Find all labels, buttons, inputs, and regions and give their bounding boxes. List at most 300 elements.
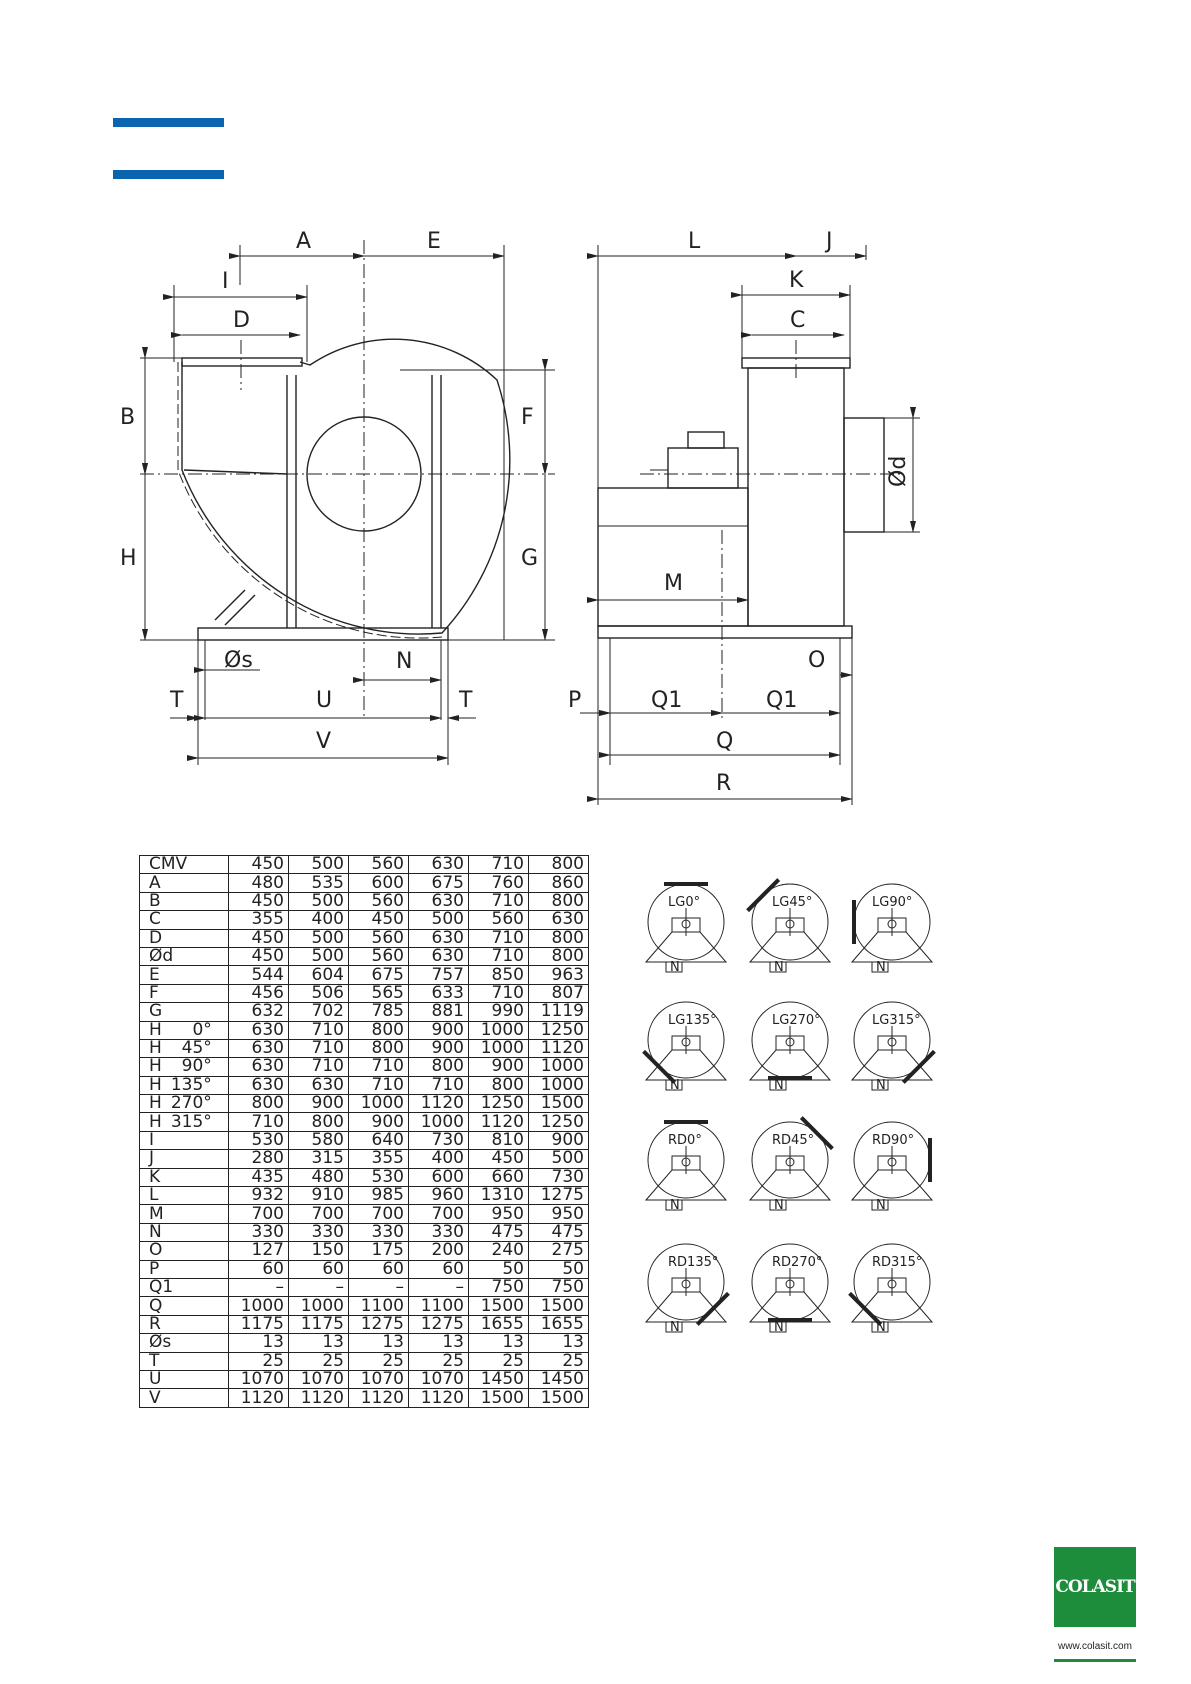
orientation-item bbox=[750, 1244, 830, 1335]
orientation-label: RD90° bbox=[872, 1133, 915, 1148]
row-label bbox=[140, 984, 229, 1002]
row-label-text: R bbox=[149, 1313, 161, 1334]
row-label bbox=[140, 1187, 229, 1205]
value-cell: 950 bbox=[529, 1205, 589, 1223]
row-label-text: H bbox=[149, 1038, 162, 1059]
row-label bbox=[140, 966, 229, 984]
value-cell: 630 bbox=[289, 1076, 349, 1094]
row-label bbox=[140, 1389, 229, 1407]
value-cell: 506 bbox=[289, 984, 349, 1002]
value-cell: 990 bbox=[469, 1003, 529, 1021]
header-cell-size: 800 bbox=[529, 856, 589, 874]
row-label bbox=[140, 1058, 229, 1076]
value-cell: 850 bbox=[469, 966, 529, 984]
value-cell: 25 bbox=[229, 1352, 289, 1370]
table-row bbox=[140, 1278, 589, 1296]
orientation-item bbox=[644, 1002, 726, 1093]
orientation-item bbox=[852, 1002, 934, 1093]
row-label bbox=[140, 911, 229, 929]
table-row bbox=[140, 1039, 589, 1057]
row-label-text: Q bbox=[149, 1295, 163, 1316]
value-cell: 710 bbox=[469, 929, 529, 947]
value-cell: 700 bbox=[349, 1205, 409, 1223]
value-cell: 60 bbox=[289, 1260, 349, 1278]
row-label-text: Ød bbox=[149, 946, 174, 967]
row-label bbox=[140, 1315, 229, 1333]
value-cell: – bbox=[349, 1278, 409, 1296]
value-cell: 1000 bbox=[529, 1058, 589, 1076]
dim-label-d: Ød bbox=[886, 455, 911, 487]
row-label-text: H bbox=[149, 1019, 162, 1040]
table-row bbox=[140, 874, 589, 892]
row-label-text: F bbox=[149, 982, 159, 1003]
row-label-angle: 135° bbox=[170, 1074, 212, 1095]
orientation-item bbox=[750, 1118, 832, 1213]
value-cell: – bbox=[289, 1278, 349, 1296]
dim-label-M: M bbox=[664, 571, 683, 596]
value-cell: 500 bbox=[289, 947, 349, 965]
value-cell: 1500 bbox=[529, 1389, 589, 1407]
value-cell: 1000 bbox=[529, 1076, 589, 1094]
dim-label-E: E bbox=[427, 229, 441, 254]
header-cell-size: 450 bbox=[229, 856, 289, 874]
brand-underline bbox=[1054, 1659, 1136, 1662]
orientation-label: RD315° bbox=[872, 1255, 923, 1270]
value-cell: 1120 bbox=[409, 1095, 469, 1113]
orientation-n-label: N bbox=[774, 1198, 784, 1213]
value-cell: 1310 bbox=[469, 1187, 529, 1205]
table-row bbox=[140, 1168, 589, 1186]
table-row bbox=[140, 1205, 589, 1223]
value-cell: 355 bbox=[349, 1150, 409, 1168]
value-cell: 1250 bbox=[529, 1113, 589, 1131]
value-cell: 1500 bbox=[529, 1095, 589, 1113]
value-cell: 580 bbox=[289, 1131, 349, 1149]
row-label-text: V bbox=[149, 1387, 161, 1408]
orientation-label: LG90° bbox=[872, 895, 913, 910]
value-cell: 1450 bbox=[469, 1370, 529, 1388]
value-cell: 807 bbox=[529, 984, 589, 1002]
value-cell: 710 bbox=[349, 1058, 409, 1076]
row-label-text: H bbox=[149, 1093, 162, 1114]
value-cell: 175 bbox=[349, 1242, 409, 1260]
row-label-text: H bbox=[149, 1056, 162, 1077]
value-cell: 200 bbox=[409, 1242, 469, 1260]
value-cell: 13 bbox=[229, 1334, 289, 1352]
row-label-text: I bbox=[149, 1130, 155, 1151]
row-label bbox=[140, 1150, 229, 1168]
dim-label-N: N bbox=[396, 649, 413, 674]
value-cell: 900 bbox=[409, 1021, 469, 1039]
value-cell: 275 bbox=[529, 1242, 589, 1260]
value-cell: 150 bbox=[289, 1242, 349, 1260]
value-cell: 560 bbox=[349, 892, 409, 910]
value-cell: 1655 bbox=[529, 1315, 589, 1333]
value-cell: 60 bbox=[349, 1260, 409, 1278]
front-view bbox=[120, 229, 555, 765]
value-cell: 480 bbox=[289, 1168, 349, 1186]
value-cell: 330 bbox=[289, 1223, 349, 1241]
value-cell: 700 bbox=[289, 1205, 349, 1223]
table-row bbox=[140, 1058, 589, 1076]
row-label bbox=[140, 1113, 229, 1131]
row-label-text: Q1 bbox=[149, 1277, 174, 1298]
value-cell: 530 bbox=[229, 1131, 289, 1149]
value-cell: 800 bbox=[349, 1039, 409, 1057]
value-cell: 860 bbox=[529, 874, 589, 892]
orientation-n-label: N bbox=[876, 960, 886, 975]
orientation-item bbox=[646, 1122, 726, 1213]
orientation-n-label: N bbox=[876, 1198, 886, 1213]
table-row bbox=[140, 1187, 589, 1205]
colasit-logo: COLASIT bbox=[1054, 1547, 1136, 1627]
value-cell: 560 bbox=[349, 929, 409, 947]
orientation-label: LG270° bbox=[772, 1013, 821, 1028]
value-cell: 1070 bbox=[289, 1370, 349, 1388]
value-cell: 632 bbox=[229, 1003, 289, 1021]
dim-label-F: F bbox=[521, 405, 534, 430]
value-cell: 1070 bbox=[349, 1370, 409, 1388]
value-cell: 13 bbox=[289, 1334, 349, 1352]
table-row bbox=[140, 1370, 589, 1388]
value-cell: 760 bbox=[469, 874, 529, 892]
table-row bbox=[140, 1260, 589, 1278]
orientation-label: LG45° bbox=[772, 895, 813, 910]
table-row bbox=[140, 1297, 589, 1315]
value-cell: 330 bbox=[409, 1223, 469, 1241]
value-cell: 1175 bbox=[289, 1315, 349, 1333]
value-cell: 475 bbox=[469, 1223, 529, 1241]
value-cell: 633 bbox=[409, 984, 469, 1002]
dim-label-U: U bbox=[316, 688, 333, 713]
value-cell: 13 bbox=[409, 1334, 469, 1352]
row-label-text: K bbox=[149, 1166, 161, 1187]
value-cell: 560 bbox=[349, 947, 409, 965]
value-cell: 13 bbox=[469, 1334, 529, 1352]
value-cell: 630 bbox=[529, 911, 589, 929]
value-cell: 750 bbox=[529, 1278, 589, 1296]
value-cell: 900 bbox=[289, 1095, 349, 1113]
value-cell: 330 bbox=[229, 1223, 289, 1241]
table-row bbox=[140, 1021, 589, 1039]
value-cell: 1100 bbox=[409, 1297, 469, 1315]
value-cell: 500 bbox=[289, 929, 349, 947]
row-label-text: Øs bbox=[149, 1332, 172, 1353]
value-cell: 400 bbox=[409, 1150, 469, 1168]
dim-label-O: O bbox=[808, 648, 826, 673]
value-cell: 435 bbox=[229, 1168, 289, 1186]
row-label-text: A bbox=[149, 872, 161, 893]
row-label-text: C bbox=[149, 909, 161, 930]
orientation-n-label: N bbox=[670, 960, 680, 975]
value-cell: 1500 bbox=[529, 1297, 589, 1315]
orientation-item bbox=[748, 880, 830, 975]
table-row bbox=[140, 1242, 589, 1260]
dim-label-C: C bbox=[790, 308, 806, 333]
value-cell: 881 bbox=[409, 1003, 469, 1021]
value-cell: 450 bbox=[229, 947, 289, 965]
value-cell: 710 bbox=[289, 1039, 349, 1057]
dim-label-I: I bbox=[222, 269, 229, 294]
value-cell: 500 bbox=[289, 892, 349, 910]
value-cell: 1000 bbox=[409, 1113, 469, 1131]
value-cell: 640 bbox=[349, 1131, 409, 1149]
value-cell: 1000 bbox=[469, 1021, 529, 1039]
row-label-text: O bbox=[149, 1240, 163, 1261]
row-label-text: H bbox=[149, 1111, 162, 1132]
orientation-item bbox=[646, 884, 726, 975]
value-cell: 910 bbox=[289, 1187, 349, 1205]
value-cell: 544 bbox=[229, 966, 289, 984]
row-label-angle: 270° bbox=[170, 1093, 212, 1114]
table-row bbox=[140, 1315, 589, 1333]
value-cell: 630 bbox=[229, 1039, 289, 1057]
value-cell: 500 bbox=[409, 911, 469, 929]
value-cell: – bbox=[229, 1278, 289, 1296]
value-cell: 950 bbox=[469, 1205, 529, 1223]
value-cell: 710 bbox=[289, 1021, 349, 1039]
orientation-item bbox=[750, 1002, 830, 1093]
orientation-label: LG0° bbox=[668, 895, 701, 910]
value-cell: 400 bbox=[289, 911, 349, 929]
row-label-angle: 90° bbox=[181, 1056, 212, 1077]
table-header-row bbox=[140, 856, 589, 874]
value-cell: 50 bbox=[529, 1260, 589, 1278]
orientation-n-label: N bbox=[774, 960, 784, 975]
table-row bbox=[140, 1334, 589, 1352]
value-cell: 710 bbox=[409, 1076, 469, 1094]
dim-label-R: R bbox=[716, 771, 732, 796]
value-cell: 750 bbox=[469, 1278, 529, 1296]
orientation-n-label: N bbox=[670, 1078, 680, 1093]
value-cell: 630 bbox=[229, 1058, 289, 1076]
table-row bbox=[140, 1003, 589, 1021]
row-label-angle: 315° bbox=[170, 1111, 212, 1132]
value-cell: 450 bbox=[229, 892, 289, 910]
value-cell: 1500 bbox=[469, 1389, 529, 1407]
value-cell: 1120 bbox=[289, 1389, 349, 1407]
value-cell: 1000 bbox=[229, 1297, 289, 1315]
value-cell: 1120 bbox=[409, 1389, 469, 1407]
row-label-text: J bbox=[149, 1148, 155, 1169]
orientation-label: RD0° bbox=[668, 1133, 702, 1148]
value-cell: 710 bbox=[469, 947, 529, 965]
value-cell: 1250 bbox=[469, 1095, 529, 1113]
orientation-item bbox=[852, 1122, 932, 1213]
table-row bbox=[140, 966, 589, 984]
value-cell: 1655 bbox=[469, 1315, 529, 1333]
row-label bbox=[140, 1205, 229, 1223]
dim-label-G: G bbox=[521, 546, 539, 571]
value-cell: 675 bbox=[409, 874, 469, 892]
value-cell: 1119 bbox=[529, 1003, 589, 1021]
row-label bbox=[140, 1370, 229, 1388]
table-row bbox=[140, 1076, 589, 1094]
dim-label-J: J bbox=[826, 229, 833, 254]
value-cell: 500 bbox=[529, 1150, 589, 1168]
value-cell: 1275 bbox=[529, 1187, 589, 1205]
row-label-text: G bbox=[149, 1001, 163, 1022]
row-label-text: E bbox=[149, 964, 160, 985]
website-link[interactable]: www.colasit.com bbox=[1058, 1641, 1132, 1652]
orientation-item bbox=[850, 1244, 932, 1335]
orientation-n-label: N bbox=[774, 1320, 784, 1335]
row-label bbox=[140, 1168, 229, 1186]
value-cell: 1120 bbox=[349, 1389, 409, 1407]
value-cell: 757 bbox=[409, 966, 469, 984]
header-cell-size: 500 bbox=[289, 856, 349, 874]
value-cell: 604 bbox=[289, 966, 349, 984]
value-cell: 700 bbox=[409, 1205, 469, 1223]
dim-label-D: D bbox=[233, 308, 250, 333]
orientation-label: LG135° bbox=[668, 1013, 717, 1028]
orientation-n-label: N bbox=[774, 1078, 784, 1093]
side-view bbox=[568, 229, 920, 805]
table-row bbox=[140, 1389, 589, 1407]
row-label bbox=[140, 1242, 229, 1260]
value-cell: 1000 bbox=[349, 1095, 409, 1113]
row-label-text: D bbox=[149, 927, 163, 948]
value-cell: 985 bbox=[349, 1187, 409, 1205]
row-label bbox=[140, 1352, 229, 1370]
value-cell: – bbox=[409, 1278, 469, 1296]
row-label-text: M bbox=[149, 1203, 164, 1224]
value-cell: 710 bbox=[469, 892, 529, 910]
header-cell-model: CMV bbox=[140, 856, 229, 874]
value-cell: 25 bbox=[349, 1352, 409, 1370]
row-label-text: L bbox=[149, 1185, 159, 1206]
value-cell: 1070 bbox=[409, 1370, 469, 1388]
value-cell: 25 bbox=[289, 1352, 349, 1370]
value-cell: 1250 bbox=[529, 1021, 589, 1039]
value-cell: 710 bbox=[469, 984, 529, 1002]
value-cell: 50 bbox=[469, 1260, 529, 1278]
row-label-text: T bbox=[149, 1350, 160, 1371]
value-cell: 456 bbox=[229, 984, 289, 1002]
table-row bbox=[140, 947, 589, 965]
row-label bbox=[140, 892, 229, 910]
row-label bbox=[140, 1076, 229, 1094]
orientation-label: LG315° bbox=[872, 1013, 921, 1028]
dim-label-Q1-left: Q1 bbox=[651, 688, 683, 713]
value-cell: 1175 bbox=[229, 1315, 289, 1333]
value-cell: 1120 bbox=[229, 1389, 289, 1407]
value-cell: 900 bbox=[529, 1131, 589, 1149]
value-cell: 280 bbox=[229, 1150, 289, 1168]
row-label bbox=[140, 1278, 229, 1296]
table-row bbox=[140, 1095, 589, 1113]
dim-label-T-left: T bbox=[170, 688, 184, 713]
value-cell: 660 bbox=[469, 1168, 529, 1186]
orientation-n-label: N bbox=[876, 1078, 886, 1093]
value-cell: 25 bbox=[529, 1352, 589, 1370]
dim-label-Q1-right: Q1 bbox=[766, 688, 798, 713]
row-label bbox=[140, 1223, 229, 1241]
value-cell: 600 bbox=[349, 874, 409, 892]
row-label bbox=[140, 874, 229, 892]
dim-label-A: A bbox=[296, 229, 312, 254]
table-row bbox=[140, 1131, 589, 1149]
orientation-item bbox=[852, 884, 932, 975]
row-label-text: P bbox=[149, 1258, 160, 1279]
value-cell: 702 bbox=[289, 1003, 349, 1021]
value-cell: 1000 bbox=[469, 1039, 529, 1057]
orientation-n-label: N bbox=[876, 1320, 886, 1335]
row-label-text: B bbox=[149, 890, 161, 911]
value-cell: 13 bbox=[349, 1334, 409, 1352]
row-label bbox=[140, 929, 229, 947]
value-cell: 475 bbox=[529, 1223, 589, 1241]
row-label bbox=[140, 1039, 229, 1057]
orientation-n-label: N bbox=[670, 1320, 680, 1335]
dim-label-V: V bbox=[316, 729, 332, 754]
value-cell: 932 bbox=[229, 1187, 289, 1205]
value-cell: 1450 bbox=[529, 1370, 589, 1388]
row-label bbox=[140, 1334, 229, 1352]
value-cell: 315 bbox=[289, 1150, 349, 1168]
value-cell: 800 bbox=[229, 1095, 289, 1113]
value-cell: 900 bbox=[469, 1058, 529, 1076]
header-cell-size: 710 bbox=[469, 856, 529, 874]
row-label bbox=[140, 1021, 229, 1039]
dim-label-B: B bbox=[120, 405, 136, 430]
value-cell: 530 bbox=[349, 1168, 409, 1186]
value-cell: 355 bbox=[229, 911, 289, 929]
value-cell: 1275 bbox=[349, 1315, 409, 1333]
dim-label-Q: Q bbox=[716, 729, 734, 754]
value-cell: 630 bbox=[229, 1076, 289, 1094]
value-cell: 730 bbox=[409, 1131, 469, 1149]
value-cell: 710 bbox=[289, 1058, 349, 1076]
orientation-label: RD45° bbox=[772, 1133, 815, 1148]
value-cell: 630 bbox=[409, 947, 469, 965]
table-row bbox=[140, 1113, 589, 1131]
value-cell: 675 bbox=[349, 966, 409, 984]
value-cell: 25 bbox=[409, 1352, 469, 1370]
value-cell: 800 bbox=[469, 1076, 529, 1094]
header-cell-size: 560 bbox=[349, 856, 409, 874]
value-cell: 1070 bbox=[229, 1370, 289, 1388]
value-cell: 560 bbox=[469, 911, 529, 929]
row-label bbox=[140, 1003, 229, 1021]
value-cell: 450 bbox=[349, 911, 409, 929]
value-cell: 330 bbox=[349, 1223, 409, 1241]
value-cell: 480 bbox=[229, 874, 289, 892]
orientation-item bbox=[646, 1244, 728, 1335]
row-label-angle: 0° bbox=[192, 1019, 212, 1040]
table-row bbox=[140, 984, 589, 1002]
value-cell: 565 bbox=[349, 984, 409, 1002]
value-cell: 25 bbox=[469, 1352, 529, 1370]
orientation-grid bbox=[644, 880, 935, 1335]
row-label bbox=[140, 1131, 229, 1149]
value-cell: 710 bbox=[349, 1076, 409, 1094]
row-label-text: U bbox=[149, 1369, 162, 1390]
value-cell: 800 bbox=[529, 892, 589, 910]
value-cell: 960 bbox=[409, 1187, 469, 1205]
value-cell: 600 bbox=[409, 1168, 469, 1186]
value-cell: 127 bbox=[229, 1242, 289, 1260]
value-cell: 630 bbox=[229, 1021, 289, 1039]
table-row bbox=[140, 1352, 589, 1370]
value-cell: 785 bbox=[349, 1003, 409, 1021]
row-label-text: H bbox=[149, 1074, 162, 1095]
row-label bbox=[140, 1260, 229, 1278]
orientation-n-label: N bbox=[670, 1198, 680, 1213]
row-label-text: N bbox=[149, 1222, 162, 1242]
dim-label-L: L bbox=[688, 229, 701, 254]
value-cell: 1500 bbox=[469, 1297, 529, 1315]
